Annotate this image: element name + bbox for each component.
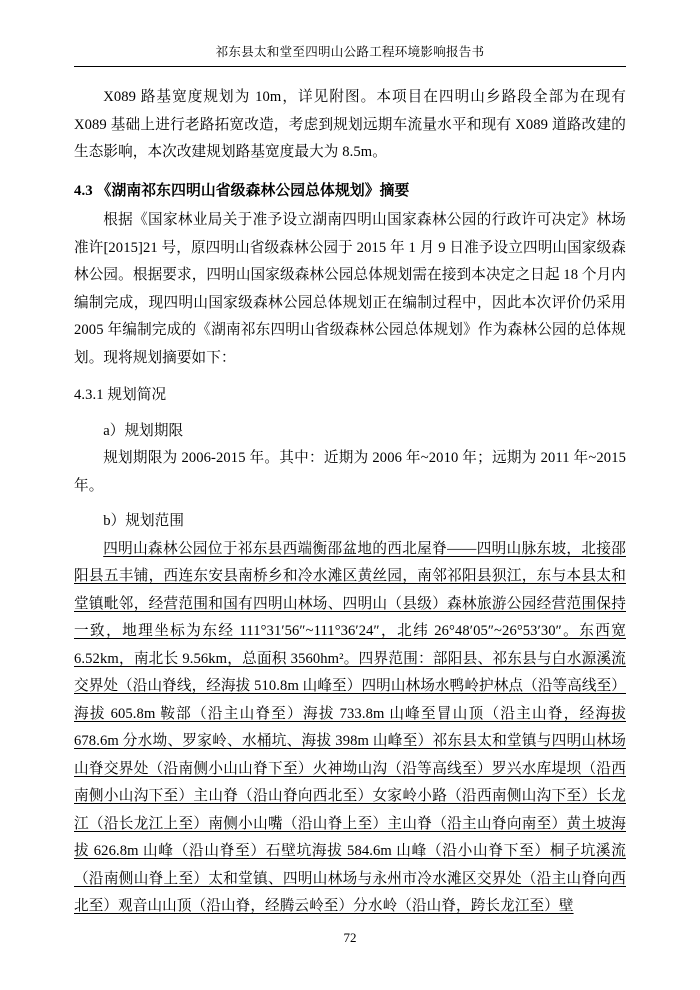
paragraph-forest-park-plan: 根据《国家林业局关于准予设立湖南四明山国家森林公园的行政许可决定》林场准许[2015]21 号，原四明山省级森林公园于 2015 年 1 月 9 日准予设立四明山国家级森林公园。根据要求，四明山国家级森林公园总体规划需在接到本决定之日起 18 个月内编制完成，现四明山国家级森林公园总体规划正在编制过程中，因此本次评价仍采用 2005 年编制完成的《湖南祁东四明山省级森林公园总体规划》作为森林公园的总体规划。现将规划摘要如下： [74, 212, 626, 366]
item-label-a: a）规划期限 [103, 422, 184, 439]
paragraph-planning-period: 规划期限为 2006-2015 年。其中：近期为 2006 年~2010 年；远期为 2011 年~2015 年。 [74, 450, 626, 494]
paragraph-x089: X089 路基宽度规划为 10m，详见附图。本项目在四明山乡路段全部为在现有 X089 基础上进行老路拓宽改造，考虑到规划远期车流量水平和现有 X089 道路改建的生态影响，本次改建规划路基宽度最大为 8.5m。 [74, 89, 626, 160]
paragraph-planning-scope: 四明山森林公园位于祁东县西端衡邵盆地的西北屋脊——四明山脉东坡，北接邵阳县五丰铺，西连东安县南桥乡和冷水滩区黄丝园，南邻祁阳县狈江，东与本县太和堂镇毗邻，经营范围和国有四明山林场、四明山（县级）森林旅游公园经营范围保持一致，地理坐标为东经 111°31′56″~111°36′24″，北纬 26°48′05″~26°53′30″。东西宽 6.52km，南北长 9.56km，总面积 3560hm²。四界范围：部阳县、祁东县与白水源溪流交界处（沿山脊线，经海拔 510.8m 山峰至）四明山林场水鸭岭护林点（沿等高线至）海拔 605.8m 鞍部（沿主山脊至）海拔 733.8m 山峰至冒山顶（沿主山脊，经海拔 678.6m 分水坳、罗家岭、水桶坑、海拔 398m 山峰至）祁东县太和堂镇与四明山林场山脊交界处（沿南侧小山山脊下至）火神坳山沟（沿等高线至）罗兴水库堤坝（沿西南侧小山沟下至）主山脊（沿山脊向西北至）女家岭小路（沿西南侧山沟下至）长龙江（沿长龙江上至）南侧小山嘴（沿山脊上至）主山脊（沿主山脊向南至）黄土坡海拔 626.8m 山峰（沿山脊至）石壁坑海拔 584.6m 山峰（沿小山脊下至）桐子坑溪流（沿南侧山脊上至）太和堂镇、四明山林场与永州市冷水滩区交界处（沿主山脊向西北至）观音山山顶（沿山脊，经腾云岭至）分水岭（沿山脊，跨长龙江至）壁 [74, 540, 626, 914]
page-content [74, 84, 626, 921]
page-header: 祁东县太和堂至四明山公路工程环境影响报告书 [215, 45, 485, 59]
heading-section-4-3: 4.3 《湖南祁东四明山省级森林公园总体规划》摘要 [74, 182, 410, 199]
page-number: 72 [343, 930, 357, 945]
header-divider [74, 66, 626, 67]
heading-section-4-3-1: 4.3.1 规划简况 [74, 387, 167, 403]
item-label-b: b）规划范围 [103, 513, 185, 529]
